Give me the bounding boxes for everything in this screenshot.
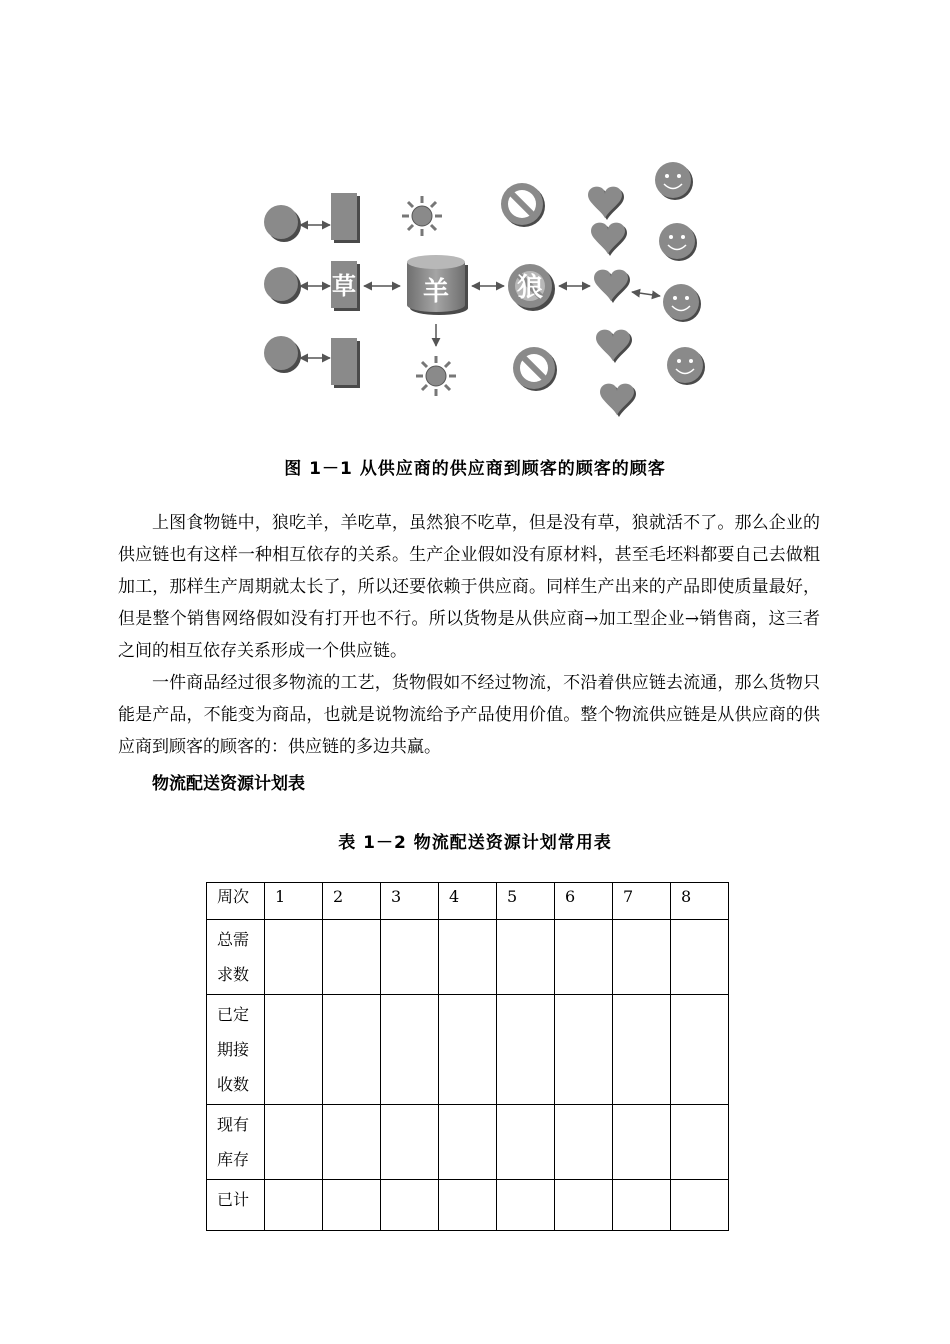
table-cell [671, 1180, 729, 1231]
week-cell: 2 [323, 883, 381, 920]
heart-icon-4 [596, 330, 632, 363]
section-heading: 物流配送资源计划表 [152, 774, 305, 794]
sun-icon-bottom [416, 356, 456, 396]
table-cell [265, 995, 323, 1105]
heart-icon-1 [588, 187, 624, 220]
wolf-label: 狼 [516, 273, 544, 303]
table-cell [497, 1105, 555, 1180]
week-cell: 8 [671, 883, 729, 920]
table-cell [265, 1180, 323, 1231]
smiley-icon-4 [667, 347, 705, 385]
figure-caption: 图 1－1 从供应商的供应商到顾客的顾客的顾客 [284, 459, 666, 479]
table-cell [613, 1180, 671, 1231]
supplier-rect-top [331, 193, 360, 243]
table-cell [323, 995, 381, 1105]
table-cell [555, 1105, 613, 1180]
table-cell [323, 1105, 381, 1180]
table-cell [381, 1180, 439, 1231]
paragraph-1: 上图食物链中，狼吃羊，羊吃草，虽然狼不吃草，但是没有草，狼就活不了。那么企业的供应链也有这样一种相互依存的关系。生产企业假如没有原材料，甚至毛坯料都要自己去做粗加工，那样生产周期就太长了，所以还要依赖于供应商。同样生产出来的产品即使质量最好，但是整个销售网络假如没有打开也不行。所以货物是从供应商→加工型企业→销售商，这三者之间的相互依存关系形成一个供应链。 [118, 513, 820, 661]
table-cell [439, 995, 497, 1105]
table-caption: 表 1－2 物流配送资源计划常用表 [338, 833, 612, 853]
table-cell [323, 1180, 381, 1231]
table-cell [671, 920, 729, 995]
table-cell [381, 920, 439, 995]
table-cell [439, 1180, 497, 1231]
table-cell [497, 995, 555, 1105]
row-label-cell: 现有库存 [207, 1105, 265, 1180]
table-cell [555, 995, 613, 1105]
no-symbol-icon-top [501, 183, 545, 227]
table-cell [613, 995, 671, 1105]
week-cell: 6 [555, 883, 613, 920]
sheep-label: 羊 [422, 277, 450, 307]
table-row [207, 995, 729, 1105]
body-text [118, 507, 820, 763]
supplier-circle-bottom [264, 336, 301, 373]
table-cell [555, 920, 613, 995]
table-row [207, 1105, 729, 1180]
header-label-cell: 周次 [207, 883, 265, 920]
distribution-plan-table [206, 882, 729, 1231]
table-cell [265, 920, 323, 995]
week-cell: 7 [613, 883, 671, 920]
food-chain-diagram [250, 158, 730, 428]
table-cell [613, 1105, 671, 1180]
table-header-row [207, 883, 729, 920]
week-cell: 5 [497, 883, 555, 920]
table-cell [497, 1180, 555, 1231]
table-row [207, 920, 729, 995]
smiley-icon-1 [655, 162, 693, 200]
heart-icon-5 [600, 384, 636, 417]
heart-icon-2 [591, 223, 627, 256]
heart-icon-3 [594, 270, 630, 303]
table-cell [613, 920, 671, 995]
table-cell [671, 1105, 729, 1180]
table-cell [439, 1105, 497, 1180]
week-cell: 3 [381, 883, 439, 920]
supplier-circle-top [264, 205, 301, 242]
sun-icon-top [402, 196, 442, 236]
row-label-cell: 总需求数 [207, 920, 265, 995]
supplier-circle-middle [264, 267, 301, 304]
arrow-heart-smiley [632, 292, 660, 296]
grass-label: 草 [332, 272, 356, 300]
table-cell [323, 920, 381, 995]
no-symbol-icon-bottom [513, 347, 557, 391]
table-cell [555, 1180, 613, 1231]
smiley-icon-3 [663, 284, 701, 322]
row-label-cell: 已计 [207, 1180, 265, 1231]
table-cell [381, 1105, 439, 1180]
table-cell [265, 1105, 323, 1180]
smiley-icon-2 [659, 223, 697, 261]
table-row [207, 1180, 729, 1231]
table-cell [381, 995, 439, 1105]
paragraph-2: 一件商品经过很多物流的工艺，货物假如不经过物流，不沿着供应链去流通，那么货物只能是产品，不能变为商品，也就是说物流给予产品使用价值。整个物流供应链是从供应商的供应商到顾客的顾客的：供应链的多边共赢。 [118, 673, 820, 757]
week-cell: 1 [265, 883, 323, 920]
table-cell [439, 920, 497, 995]
table-cell [497, 920, 555, 995]
week-cell: 4 [439, 883, 497, 920]
row-label-cell: 已定期接收数 [207, 995, 265, 1105]
supplier-rect-bottom [331, 338, 360, 388]
table-cell [671, 995, 729, 1105]
